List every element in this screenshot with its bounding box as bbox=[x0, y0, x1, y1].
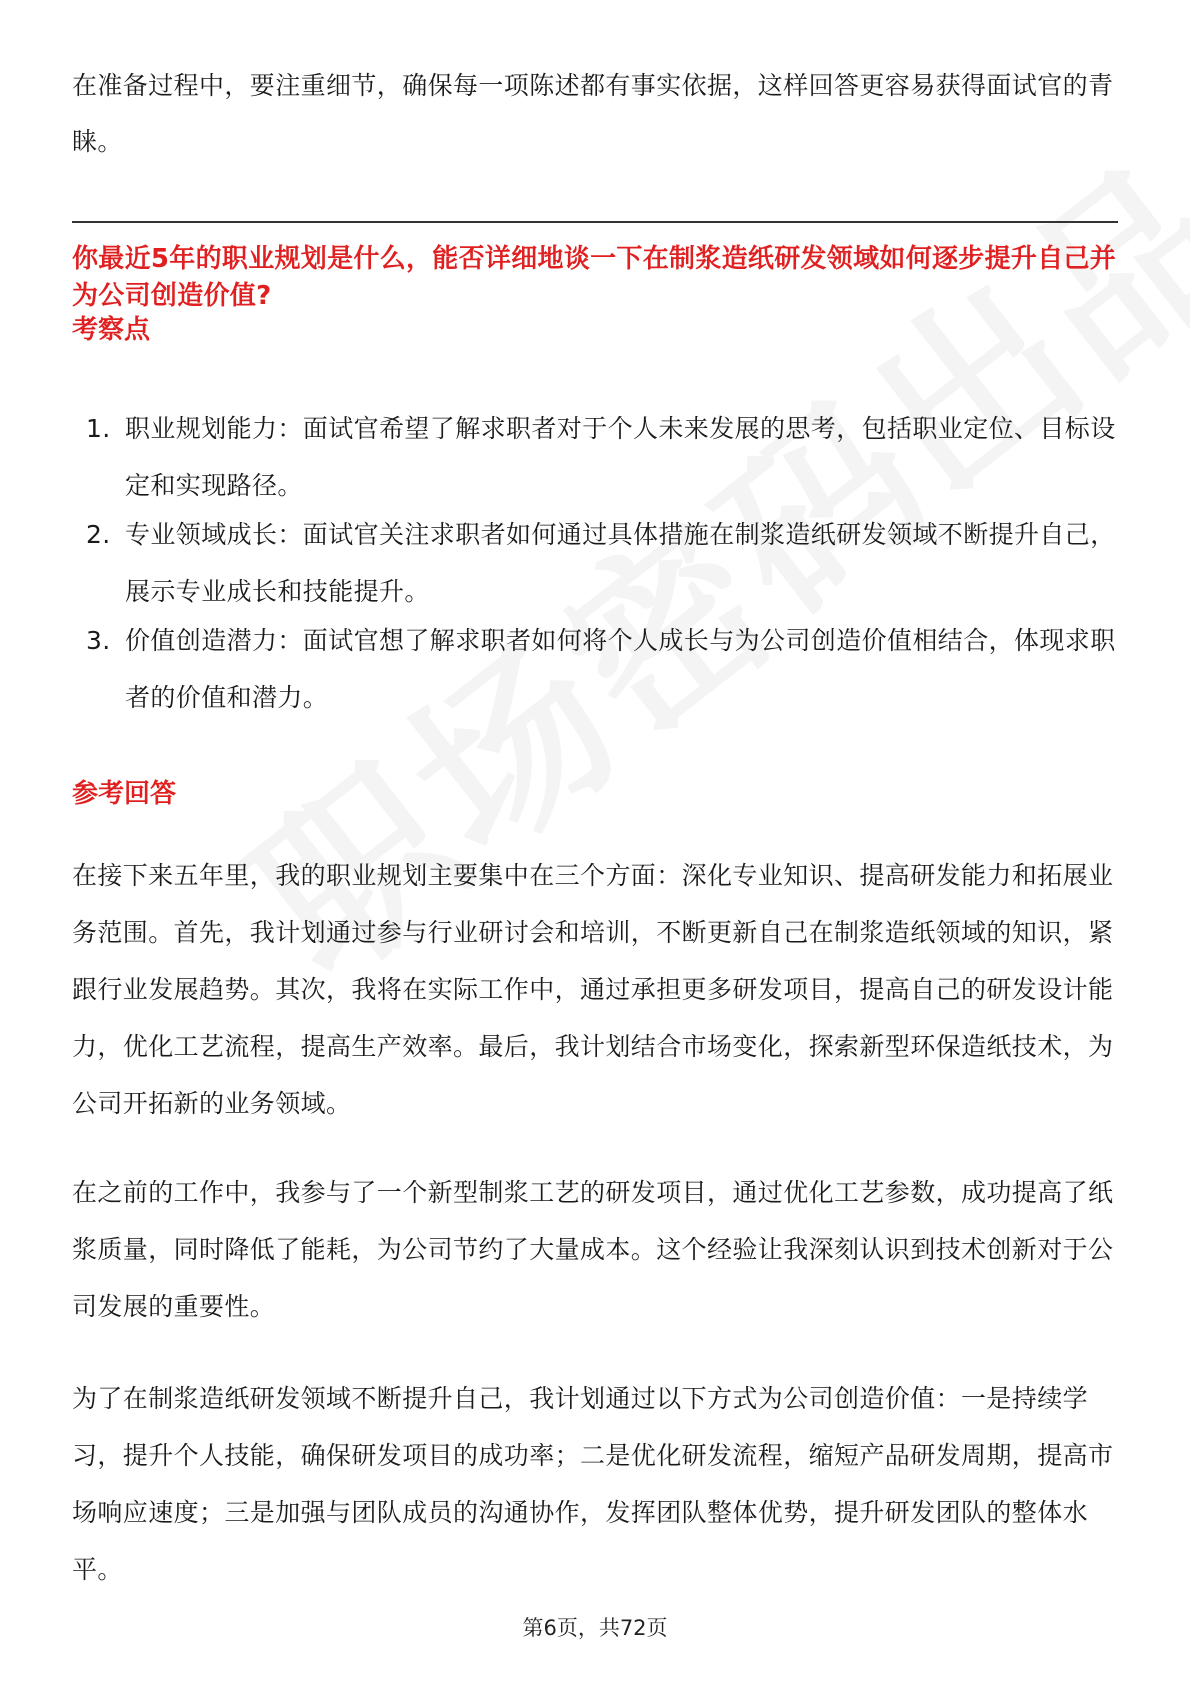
key-points-list bbox=[72, 400, 1118, 726]
key-point-item bbox=[72, 612, 1118, 726]
section-divider bbox=[72, 221, 1118, 223]
key-point-text: 职业规划能力：面试官希望了解求职者对于个人未来发展的思考，包括职业定位、目标设定和实现路径。 bbox=[125, 414, 1116, 500]
answer-paragraph: 在接下来五年里，我的职业规划主要集中在三个方面：深化专业知识、提高研发能力和拓展业务范围。首先，我计划通过参与行业研讨会和培训，不断更新自己在制浆造纸领域的知识，紧跟行业发展趋势。其次，我将在实际工作中，通过承担更多研发项目，提高自己的研发设计能力，优化工艺流程，提高生产效率。最后，我计划结合市场变化，探索新型环保造纸技术，为公司开拓新的业务领域。 bbox=[72, 861, 1114, 1118]
answer-paragraph: 为了在制浆造纸研发领域不断提升自己，我计划通过以下方式为公司创造价值：一是持续学习，提升个人技能，确保研发项目的成功率；二是优化研发流程，缩短产品研发周期，提高市场响应速度；三是加强与团队成员的沟通协作，发挥团队整体优势，提升研发团队的整体水平。 bbox=[72, 1384, 1114, 1584]
key-point-text: 价值创造潜力：面试官想了解求职者如何将个人成长与为公司创造价值相结合，体现求职者的价值和潜力。 bbox=[125, 626, 1116, 712]
page-footer: 第6页，共72页 bbox=[522, 1616, 668, 1640]
key-point-number: 2. bbox=[86, 520, 111, 549]
intro-paragraph: 在准备过程中，要注重细节，确保每一项陈述都有事实依据，这样回答更容易获得面试官的青睐。 bbox=[72, 71, 1114, 156]
answer-paragraph: 在之前的工作中，我参与了一个新型制浆工艺的研发项目，通过优化工艺参数，成功提高了纸浆质量，同时降低了能耗，为公司节约了大量成本。这个经验让我深刻认识到技术创新对于公司发展的重要性。 bbox=[72, 1178, 1114, 1321]
key-point-item bbox=[72, 506, 1118, 612]
key-point-item bbox=[72, 400, 1118, 506]
key-point-number: 1. bbox=[86, 414, 111, 443]
key-point-number: 3. bbox=[86, 626, 111, 655]
key-point-text: 专业领域成长：面试官关注求职者如何通过具体措施在制浆造纸研发领域不断提升自己，展示专业成长和技能提升。 bbox=[125, 520, 1116, 606]
question-heading: 你最近5年的职业规划是什么，能否详细地谈一下在制浆造纸研发领域如何逐步提升自己并为公司创造价值? bbox=[72, 244, 1117, 311]
answer-title: 参考回答 bbox=[72, 779, 177, 809]
key-points-title: 考察点 bbox=[72, 315, 151, 345]
